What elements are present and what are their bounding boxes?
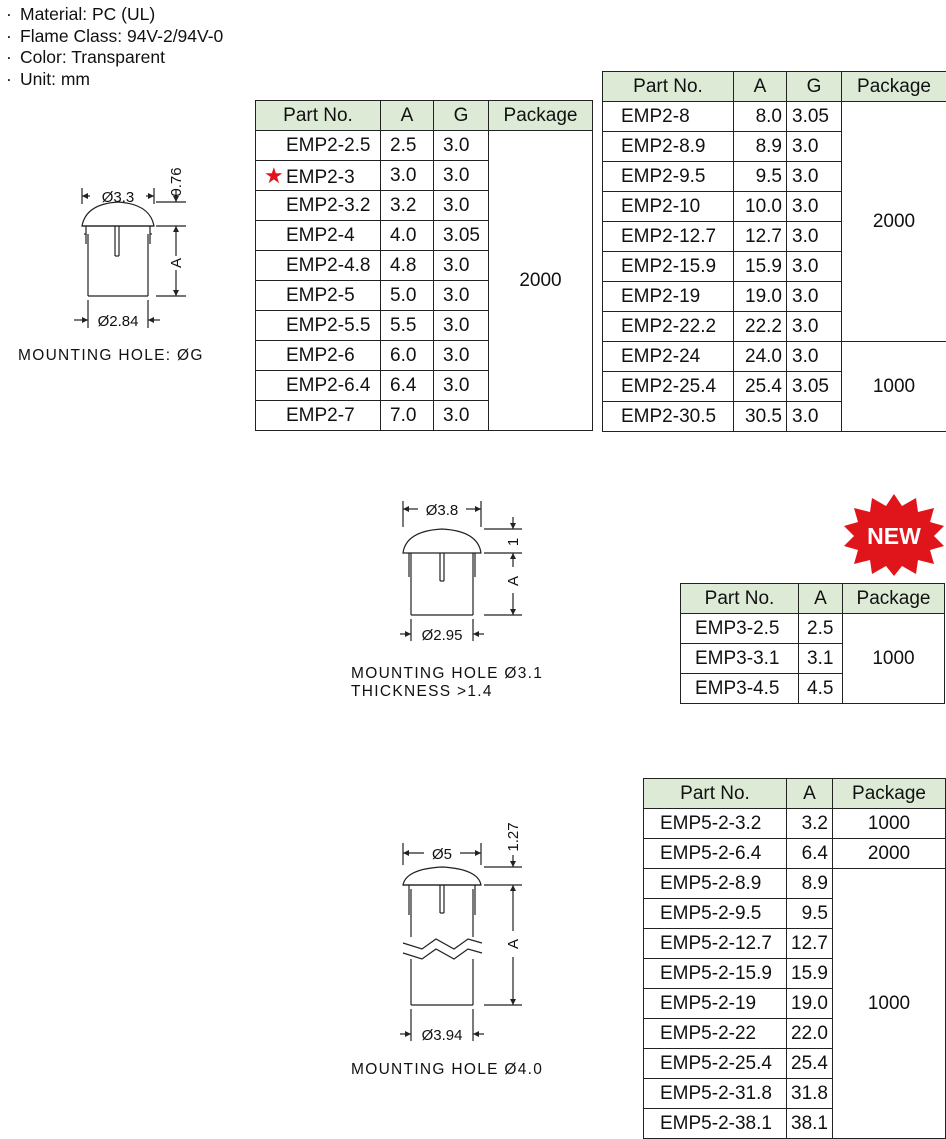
emp2-bottom-diameter-label: Ø2.84	[98, 313, 139, 330]
part-number: EMP2-6.4	[256, 371, 381, 401]
part-number: EMP3-4.5	[681, 674, 799, 704]
dim-g: 3.0	[787, 402, 842, 432]
dim-g: 3.0	[434, 281, 489, 311]
part-number: EMP2-22.2	[603, 312, 734, 342]
part-number: EMP5-2-31.8	[644, 1079, 787, 1109]
dim-a: 38.1	[787, 1109, 833, 1139]
part-number: EMP2-9.5	[603, 162, 734, 192]
part-number: EMP2-19	[603, 282, 734, 312]
part-number: EMP5-2-25.4	[644, 1049, 787, 1079]
package-qty: 1000	[833, 809, 946, 839]
dim-a: 3.2	[381, 191, 434, 221]
spec-item-flame-class: · Flame Class: 94V-2/94V-0	[6, 26, 223, 48]
header-part-no: Part No.	[644, 779, 787, 809]
package-qty: 2000	[842, 102, 946, 342]
emp3-mounting-hole-caption: MOUNTING HOLE Ø3.1	[351, 665, 543, 682]
emp2-table-b	[602, 71, 946, 432]
part-number-starred: ★ EMP2-3	[256, 161, 381, 191]
part-number: EMP3-3.1	[681, 644, 799, 674]
dim-g: 3.0	[787, 162, 842, 192]
header-a: A	[734, 72, 787, 102]
dim-g: 3.0	[787, 282, 842, 312]
part-number: EMP2-8.9	[603, 132, 734, 162]
dim-a: 7.0	[381, 401, 434, 431]
dim-a: 12.7	[787, 929, 833, 959]
header-part-no: Part No.	[603, 72, 734, 102]
dim-g: 3.0	[787, 192, 842, 222]
dim-a: 25.4	[787, 1049, 833, 1079]
part-number: EMP2-7	[256, 401, 381, 431]
part-number: EMP2-5	[256, 281, 381, 311]
dim-a: 9.5	[787, 899, 833, 929]
emp5-bottom-diameter-label: Ø3.94	[422, 1027, 463, 1044]
dim-a: 19.0	[787, 989, 833, 1019]
table-header-row	[603, 72, 946, 102]
dim-a: 6.0	[381, 341, 434, 371]
header-package: Package	[489, 101, 593, 131]
new-badge	[842, 492, 946, 576]
part-number: EMP5-2-8.9	[644, 869, 787, 899]
dim-g: 3.0	[434, 191, 489, 221]
dim-g: 3.0	[434, 311, 489, 341]
emp2-cap-height-label: 0.76	[168, 167, 185, 196]
dim-a: 5.0	[381, 281, 434, 311]
dim-g: 3.05	[787, 102, 842, 132]
header-package: Package	[842, 72, 946, 102]
part-number: EMP2-3.2	[256, 191, 381, 221]
dim-a: 8.9	[734, 132, 787, 162]
part-number: EMP2-10	[603, 192, 734, 222]
emp5-length-label: A	[505, 939, 522, 949]
emp5-cap-height-label: 1.27	[505, 822, 522, 851]
emp2-table-a	[255, 100, 593, 431]
table-row	[644, 839, 946, 869]
dim-a: 5.5	[381, 311, 434, 341]
dim-g: 3.0	[434, 371, 489, 401]
table-row	[256, 131, 593, 161]
dim-g: 3.0	[434, 161, 489, 191]
emp3-thickness-caption: THICKNESS >1.4	[351, 683, 493, 700]
spec-list	[6, 4, 223, 90]
dim-a: 3.2	[787, 809, 833, 839]
emp2-length-label: A	[168, 258, 185, 268]
dim-g: 3.0	[434, 341, 489, 371]
dim-g: 3.0	[787, 132, 842, 162]
part-number: EMP2-12.7	[603, 222, 734, 252]
part-number: EMP5-2-9.5	[644, 899, 787, 929]
dim-a: 10.0	[734, 192, 787, 222]
dim-a: 6.4	[381, 371, 434, 401]
part-number: EMP2-4	[256, 221, 381, 251]
dim-g: 3.0	[787, 252, 842, 282]
dim-a: 15.9	[734, 252, 787, 282]
header-package: Package	[833, 779, 946, 809]
dim-a: 12.7	[734, 222, 787, 252]
part-number: EMP2-2.5	[256, 131, 381, 161]
package-qty: 1000	[842, 342, 946, 432]
package-qty: 2000	[489, 131, 593, 431]
header-a: A	[381, 101, 434, 131]
package-qty: 2000	[833, 839, 946, 869]
header-a: A	[799, 584, 843, 614]
dim-g: 3.0	[787, 222, 842, 252]
dim-a: 2.5	[381, 131, 434, 161]
header-part-no: Part No.	[681, 584, 799, 614]
star-icon: ★	[264, 165, 286, 187]
package-qty: 1000	[843, 614, 945, 704]
dim-a: 3.0	[381, 161, 434, 191]
dim-g: 3.0	[434, 251, 489, 281]
header-package: Package	[843, 584, 945, 614]
dim-g: 3.05	[787, 372, 842, 402]
table-row	[603, 102, 946, 132]
part-number: EMP3-2.5	[681, 614, 799, 644]
spec-item-unit: · Unit: mm	[6, 69, 223, 91]
emp5-table	[643, 778, 946, 1139]
dim-a: 4.8	[381, 251, 434, 281]
emp3-table	[680, 583, 945, 704]
dim-a: 25.4	[734, 372, 787, 402]
part-number: EMP2-25.4	[603, 372, 734, 402]
part-number: EMP2-8	[603, 102, 734, 132]
part-number: EMP5-2-38.1	[644, 1109, 787, 1139]
new-badge-label: NEW	[867, 523, 921, 549]
emp2-top-diameter-label: Ø3.3	[102, 189, 135, 206]
dim-a: 6.4	[787, 839, 833, 869]
emp3-top-diameter-label: Ø3.8	[426, 502, 459, 519]
part-number: EMP5-2-19	[644, 989, 787, 1019]
part-number: EMP2-6	[256, 341, 381, 371]
dim-a: 2.5	[799, 614, 843, 644]
dim-a: 31.8	[787, 1079, 833, 1109]
table-row	[644, 809, 946, 839]
dim-a: 22.2	[734, 312, 787, 342]
emp2-mounting-hole-caption: MOUNTING HOLE: ØG	[18, 347, 204, 364]
table-row	[644, 869, 946, 899]
header-a: A	[787, 779, 833, 809]
part-number: EMP5-2-12.7	[644, 929, 787, 959]
dim-a: 24.0	[734, 342, 787, 372]
emp3-dimension-drawing	[390, 495, 540, 645]
dim-g: 3.0	[787, 312, 842, 342]
dim-a: 4.0	[381, 221, 434, 251]
part-number: EMP2-24	[603, 342, 734, 372]
part-number: EMP5-2-3.2	[644, 809, 787, 839]
dim-a: 8.9	[787, 869, 833, 899]
part-number: EMP5-2-15.9	[644, 959, 787, 989]
dim-g: 3.05	[434, 221, 489, 251]
table-row	[603, 342, 946, 372]
dim-a: 3.1	[799, 644, 843, 674]
emp5-mounting-hole-caption: MOUNTING HOLE Ø4.0	[351, 1061, 543, 1078]
dim-a: 30.5	[734, 402, 787, 432]
part-number: EMP5-2-6.4	[644, 839, 787, 869]
emp3-bottom-diameter-label: Ø2.95	[422, 627, 463, 644]
dim-a: 8.0	[734, 102, 787, 132]
dim-a: 22.0	[787, 1019, 833, 1049]
part-number: EMP5-2-22	[644, 1019, 787, 1049]
emp5-dimension-drawing	[390, 815, 540, 1045]
part-number: EMP2-15.9	[603, 252, 734, 282]
header-g: G	[787, 72, 842, 102]
header-part-no: Part No.	[256, 101, 381, 131]
spec-item-color: · Color: Transparent	[6, 47, 223, 69]
emp3-length-label: A	[505, 576, 522, 586]
dim-a: 9.5	[734, 162, 787, 192]
dim-a: 19.0	[734, 282, 787, 312]
dim-a: 15.9	[787, 959, 833, 989]
part-number: EMP2-4.8	[256, 251, 381, 281]
table-row	[681, 614, 945, 644]
spec-item-material: · Material: PC (UL)	[6, 4, 223, 26]
part-number: EMP2-30.5	[603, 402, 734, 432]
table-header-row	[644, 779, 946, 809]
dim-g: 3.0	[787, 342, 842, 372]
emp5-top-diameter-label: Ø5	[432, 846, 452, 863]
table-header-row	[681, 584, 945, 614]
dim-g: 3.0	[434, 131, 489, 161]
header-g: G	[434, 101, 489, 131]
emp2-dimension-drawing	[60, 160, 210, 335]
emp3-cap-height-label: 1	[505, 538, 522, 546]
dim-a: 4.5	[799, 674, 843, 704]
dim-g: 3.0	[434, 401, 489, 431]
package-qty: 1000	[833, 869, 946, 1139]
part-number: EMP2-5.5	[256, 311, 381, 341]
table-header-row	[256, 101, 593, 131]
